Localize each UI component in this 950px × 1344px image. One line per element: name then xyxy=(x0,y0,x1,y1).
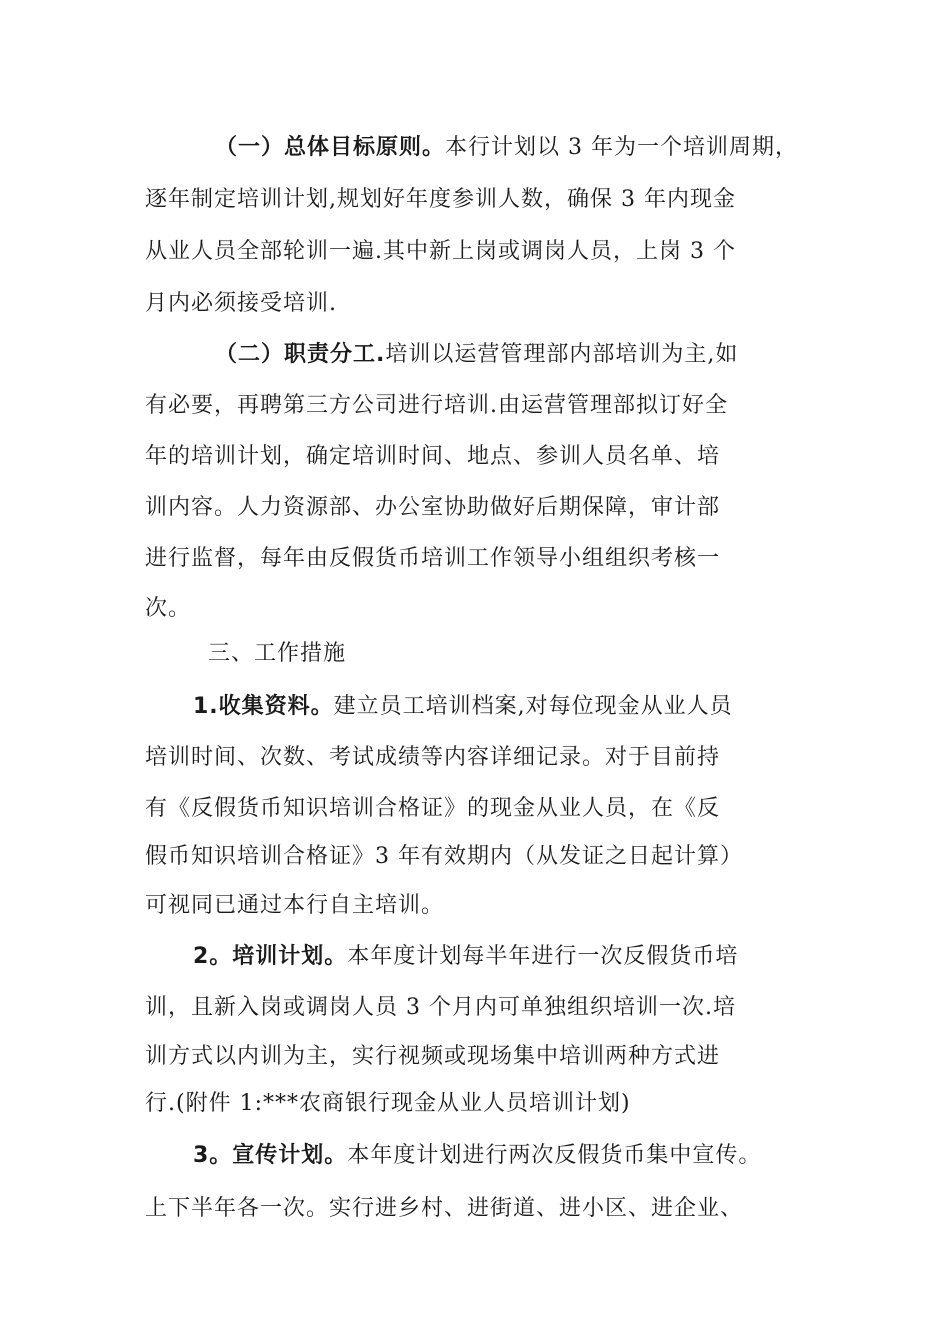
paragraph-line: 有必要，再聘第三方公司进行培训.由运营管理部拟订好全 xyxy=(145,393,728,418)
section-heading: （一）总体目标原则。 xyxy=(215,135,446,160)
paragraph-line: 逐年制定培训计划,规划好年度参训人数，确保 3 年内现金 xyxy=(145,187,736,212)
paragraph-line: 假币知识培训合格证》3 年有效期内（从发证之日起计算） xyxy=(145,844,743,869)
section-heading: （二）职责分工. xyxy=(215,342,386,367)
paragraph-line: 训方式以内训为主，实行视频或现场集中培训两种方式进 xyxy=(145,1044,721,1069)
paragraph-text: 培训以运营管理部内部培训为主,如 xyxy=(385,342,739,367)
paragraph-line: 训，且新入岗或调岗人员 3 个月内可单独组织培训一次.培 xyxy=(145,995,736,1020)
paragraph-line: 可视同已通过本行自主培训。 xyxy=(145,893,445,918)
paragraph-line xyxy=(193,693,733,721)
paragraph-text: 本年度计划每半年进行一次反假货币培 xyxy=(347,944,739,969)
paragraph-line: 训内容。人力资源部、办公室协助做好后期保障，审计部 xyxy=(145,495,721,520)
paragraph-line xyxy=(215,341,738,369)
section-title: 三、工作措施 xyxy=(208,641,347,666)
paragraph-line: 次。 xyxy=(145,596,192,621)
paragraph-line: 有《反假货币知识培训合格证》的现金从业人员，在《反 xyxy=(145,796,721,821)
paragraph-line: 年的培训计划，确定培训时间、地点、参训人员名单、培 xyxy=(145,444,721,469)
paragraph-line: 行.(附件 1:***农商银行现金从业人员培训计划) xyxy=(145,1091,631,1116)
paragraph-text: 本行计划以 3 年为一个培训周期， xyxy=(445,135,799,160)
paragraph-text: 建立员工培训档案,对每位现金从业人员 xyxy=(333,694,733,719)
paragraph-line xyxy=(193,1142,761,1170)
paragraph-line: 上下半年各一次。实行进乡村、进街道、进小区、进企业、 xyxy=(145,1196,744,1221)
section-heading: 2。培训计划。 xyxy=(193,944,348,969)
paragraph-line: 月内必须接受培训. xyxy=(145,291,337,316)
paragraph-line: 从业人员全部轮训一遍.其中新上岗或调岗人员，上岗 3 个 xyxy=(145,239,736,264)
paragraph-line: 进行监督，每年由反假货币培训工作领导小组组织考核一 xyxy=(145,546,721,571)
paragraph-line xyxy=(215,134,798,162)
paragraph-text: 本年度计划进行两次反假货币集中宣传。 xyxy=(347,1143,762,1168)
section-heading: 1.收集资料。 xyxy=(193,694,334,719)
section-heading: 3。宣传计划。 xyxy=(193,1143,348,1168)
paragraph-line xyxy=(193,943,738,971)
paragraph-line: 培训时间、次数、考试成绩等内容详细记录。对于目前持 xyxy=(145,745,721,770)
